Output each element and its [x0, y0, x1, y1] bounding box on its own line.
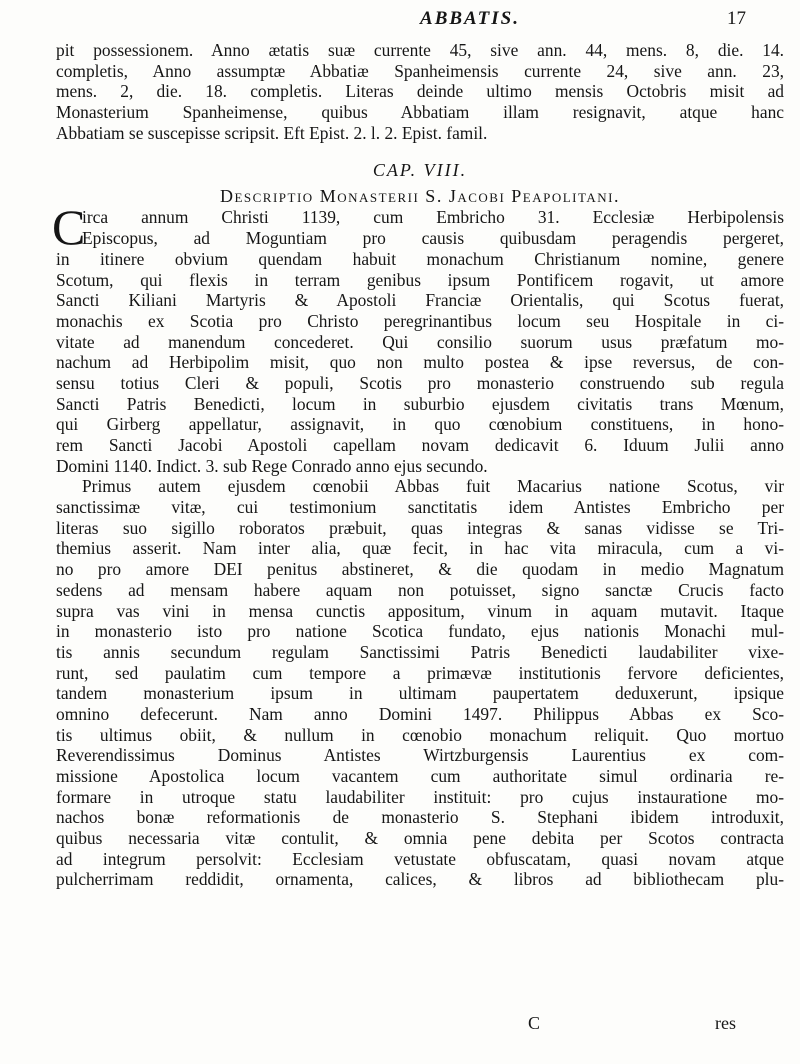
chapter-number: CAP. VIII. — [372, 160, 468, 181]
text-line: omnino defecerunt. Nam anno Domini 1497. Philippus Abbas ex Sco- — [56, 703, 784, 724]
page-number: 17 — [727, 8, 746, 29]
text-line: tis ultimus obiit, & nullum in cœnobio monachum reliquit. Quo mortuo — [56, 724, 784, 745]
text-line: in itinere obvium quendam habuit monachum Christianum nomine, genere — [56, 248, 784, 269]
text-line: pit possessionem. Anno ætatis suæ currente 45, sive ann. 44, mens. 8, die. 14. — [56, 40, 784, 60]
text-line: qui Girberg appellatur, assignavit, in quo cœnobium constituens, in hono- — [56, 414, 784, 435]
text-line: rem Sancti Jacobi Apostoli capellam novam dedicavit 6. Iduum Julii anno — [56, 435, 784, 455]
text-line: tandem monasterium ipsum in ultimam paupertatem deduxerunt, ipsique — [56, 683, 784, 704]
text-line: Monasterium Spanheimense, quibus Abbatiam illam resignavit, atque hanc — [56, 102, 784, 123]
text-line: supra vas vini in mensa cunctis appositum, vinum in aquam mutavit. Itaque — [56, 600, 784, 621]
text-line: Scotum, qui flexis in terram genibus ipsum Pontificem rogavit, ut amore — [56, 269, 784, 290]
text-line: vitate ad manendum concederet. Qui consilio suorum usus præfatum mo- — [56, 331, 784, 352]
signature-mark: C — [528, 1013, 541, 1033]
text-line: monachis ex Scotia pro Christo peregrinantibus locum seu Hospitale in ci- — [56, 310, 784, 331]
text-line: literas suo sigillo roboratos præbuit, quas integras & sanas vidisse se Tri- — [56, 517, 784, 538]
paragraph-macarius — [56, 476, 784, 890]
drop-capital: C — [52, 199, 86, 256]
text-line: pulcherrimam reddidit, ornamenta, calices, & libros ad bibliothecam plu- — [56, 869, 784, 890]
text-line: quibus necessaria vitæ contulit, & omnia pene debita per Scotos contracta — [56, 828, 784, 849]
paragraph-continuation — [56, 40, 784, 143]
catchword: res — [715, 1013, 736, 1033]
text-line: Reverendissimus Dominus Antistes Wirtzburgensis Laurentius ex com- — [56, 745, 784, 766]
chapter-title: Descriptio Monasterii S. Jacobi Peapolitani. — [219, 186, 621, 207]
text-block — [52, 40, 784, 890]
text-line: mens. 2, die. 18. completis. Literas deinde ultimo mensis Octobris misit ad — [56, 81, 784, 102]
text-line: runt, sed paulatim cum tempore a primævæ institutionis fervore deficientes, — [56, 662, 784, 683]
text-line: completis, Anno assumptæ Abbatiæ Spanheimensis currente 24, sive ann. 23, — [56, 60, 784, 81]
text-line: sanctissimæ vitæ, cui testimonium sanctitatis idem Antistes Embricho per — [56, 497, 784, 518]
text-line: tis annis secundum regulam Sanctissimi Patris Benedicti laudabiliter vixe- — [56, 641, 784, 662]
text-line: Episcopus, ad Moguntiam pro causis quibusdam peragendis pergeret, — [82, 228, 784, 249]
text-line: ad integrum persolvit: Ecclesiam vetustate obfuscatam, quasi novam atque — [56, 848, 784, 869]
text-line: missione Apostolica locum vacantem cum authoritate simul ordinaria re- — [56, 766, 784, 786]
spacer — [56, 143, 784, 159]
text-line: Abbatiam se suscepisse scripsit. Eft Epist. 2. l. 2. Epist. famil. — [56, 122, 488, 143]
text-line: Sancti Patris Benedicti, locum in suburbio ejusdem civitatis trans Mœnum, — [56, 393, 784, 414]
text-line: no pro amore DEI penitus abstineret, & die quodam in medio Magnatum — [56, 559, 784, 580]
text-line: in monasterio isto pro natione Scotica fundato, ejus nationis Monachi mul- — [56, 621, 784, 642]
text-line: sedens ad mensam habere aquam non potuisset, signo sanctæ Crucis facto — [56, 579, 784, 600]
paragraph-founding — [52, 199, 784, 476]
text-line: Sancti Kiliani Martyris & Apostoli Franciæ Orientalis, qui Scotus fuerat, — [56, 290, 784, 311]
text-line: sensu totius Cleri & populi, Scotis pro monasterio construendo sub regula — [56, 372, 784, 393]
text-line: themius asserit. Nam inter alia, quæ fecit, in hac vita miracula, cum a vi- — [56, 538, 784, 559]
text-line: Domini 1140. Indict. 3. sub Rege Conrado anno ejus secundo. — [56, 455, 488, 476]
text-line: nachum ad Herbipolim misit, quo non multo postea & ipse reversus, de con- — [56, 352, 784, 373]
running-title: ABBATIS. — [420, 8, 520, 29]
text-line: formare in utroque statu laudabiliter instituit: pro cujus instauratione mo- — [56, 786, 784, 807]
text-line: Primus autem ejusdem cœnobii Abbas fuit Macarius natione Scotus, vir — [82, 476, 784, 497]
text-line: nachos bonæ reformationis de monasterio S. Stephani ibidem introduxit, — [56, 807, 784, 828]
text-line: irca annum Christi 1139, cum Embricho 31. Ecclesiæ Herbipolensis — [82, 207, 784, 228]
